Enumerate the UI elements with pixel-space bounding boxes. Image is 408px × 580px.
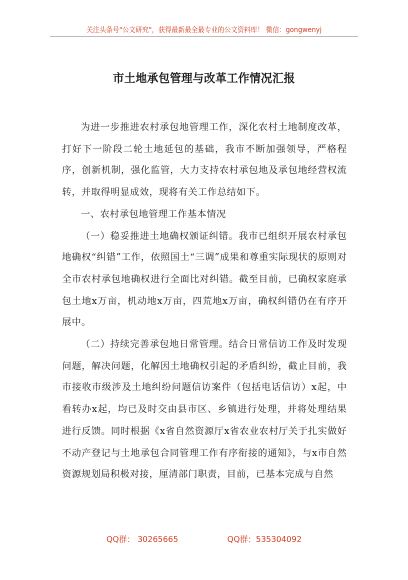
paragraph-daily-management: （二）持续完善承包地日常管理。结合日常信访工作及时发现问题，解决问题，化解因土地确权引起的矛盾纠纷，截止目前，我市接收市级涉及土地纠纷问题信访案件（包括电话信访）x起，中看转办x起，均已及时交由县市区、乡镇进行处理，并将处理结果进行反馈。同时根据《x省自然资源厅x省农业农村厅关于扎实做好不动产登记与土地承包合同管理工作有序衔接的通知》，与x市自然资源规划局积极对接，厘清部门职责，目前，已基本完成与自然 <box>62 339 347 481</box>
document-body <box>62 117 347 486</box>
document-title: 市土地承包管理与改革工作情况汇报 <box>112 72 296 85</box>
footer-qq-group-2: QQ群：535304092 <box>227 535 302 544</box>
intro-paragraph: 为进一步推进农村承包地管理工作，深化农村土地制度改革，打好下一阶段二轮土地延包的基础，我市不断加强领导，严格程序，创新机制，强化监管，大力支持农村承包地及承包地经营权流转，并取得明显成效，现将有关工作总结如下。 <box>62 122 347 199</box>
paragraph-land-rights: （一）稳妥推进土地确权颁证纠错。我市已组织开展农村承包地确权“纠错”工作，依照国土“三调”成果和尊重实际现状的原则对全市农村承包地确权进行全面比对纠错。截至目前，已确权家庭承包土地x万亩，机动地x万亩，四荒地x万亩，确权纠错仍在有序开展中。 <box>62 230 347 329</box>
section-heading: 一、农村承包地管理工作基本情况 <box>80 208 227 220</box>
footer-contact <box>0 534 408 545</box>
header-divider <box>50 36 358 37</box>
header-banner: 关注头条号"公文研究"，获得最新最全最专业的公文资料库！ 微信：gongwenyj <box>86 26 322 34</box>
footer-qq-group-1: QQ群： 30265665 <box>106 535 179 544</box>
